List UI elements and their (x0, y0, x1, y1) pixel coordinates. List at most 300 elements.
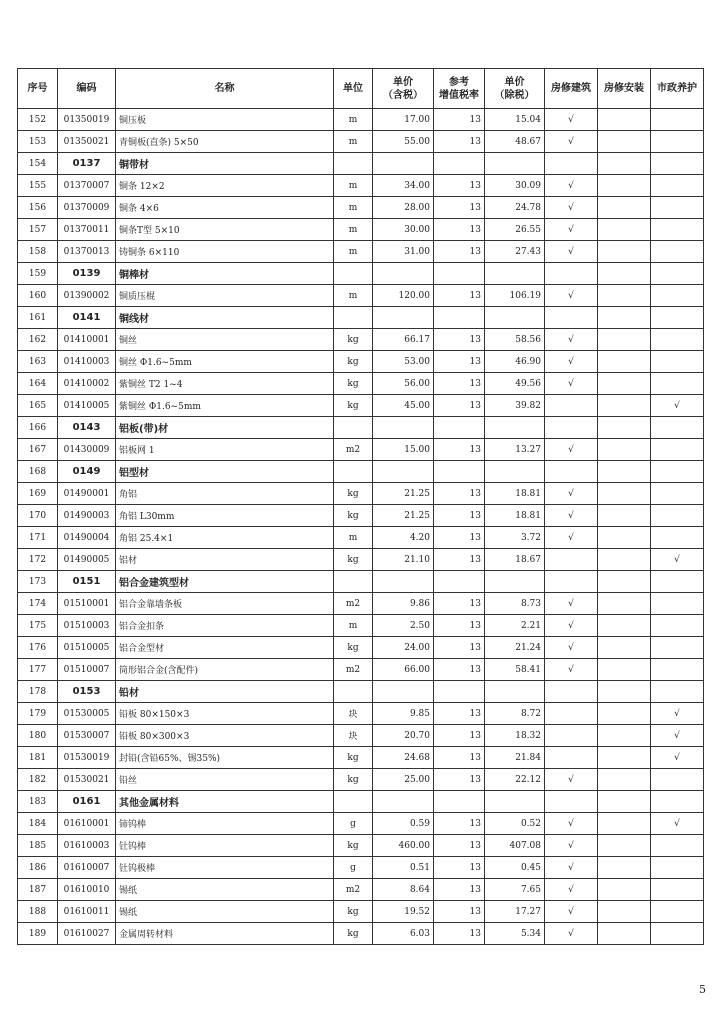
cell-housing-build-check: √ (545, 241, 598, 263)
cell-vat-rate: 13 (434, 835, 485, 857)
cell-unit: m (334, 527, 373, 549)
cell-price-tax (373, 307, 434, 329)
cell-seq: 162 (18, 329, 58, 351)
cell-unit: m (334, 109, 373, 131)
cell-code: 01510003 (58, 615, 116, 637)
cell-code: 0137 (58, 153, 116, 175)
cell-housing-install-check (598, 395, 651, 417)
cell-vat-rate: 13 (434, 901, 485, 923)
cell-name: 铝板网 1 (116, 439, 334, 461)
cell-housing-build-check: √ (545, 615, 598, 637)
cell-vat-rate: 13 (434, 527, 485, 549)
cell-vat-rate: 13 (434, 175, 485, 197)
cell-unit: m (334, 285, 373, 307)
category-row (18, 417, 704, 439)
cell-price-tax: 21.25 (373, 483, 434, 505)
cell-price-notax: 8.72 (485, 703, 545, 725)
cell-seq: 180 (18, 725, 58, 747)
table-row (18, 725, 704, 747)
cell-unit: m (334, 131, 373, 153)
cell-name: 其他金属材料 (116, 791, 334, 813)
cell-housing-install-check (598, 263, 651, 285)
cell-seq: 170 (18, 505, 58, 527)
cell-name: 铜带材 (116, 153, 334, 175)
cell-municipal-check: √ (651, 395, 704, 417)
header-price-notax-line2: （除税） (494, 89, 535, 101)
cell-housing-install-check (598, 571, 651, 593)
cell-price-tax (373, 791, 434, 813)
cell-price-notax (485, 571, 545, 593)
cell-seq: 164 (18, 373, 58, 395)
cell-housing-install-check (598, 373, 651, 395)
cell-code: 01610011 (58, 901, 116, 923)
cell-code: 01390002 (58, 285, 116, 307)
cell-seq: 173 (18, 571, 58, 593)
cell-unit (334, 153, 373, 175)
cell-name: 铝合金型材 (116, 637, 334, 659)
cell-municipal-check (651, 285, 704, 307)
cell-municipal-check: √ (651, 703, 704, 725)
cell-price-notax: 7.65 (485, 879, 545, 901)
cell-vat-rate (434, 461, 485, 483)
cell-municipal-check: √ (651, 747, 704, 769)
cell-vat-rate: 13 (434, 373, 485, 395)
cell-housing-install-check (598, 439, 651, 461)
cell-municipal-check (651, 835, 704, 857)
cell-name: 青铜板(直条) 5×50 (116, 131, 334, 153)
cell-name: 筒形铝合金(含配件) (116, 659, 334, 681)
cell-housing-install-check (598, 351, 651, 373)
cell-code: 0149 (58, 461, 116, 483)
cell-housing-install-check (598, 879, 651, 901)
cell-municipal-check (651, 461, 704, 483)
cell-price-tax: 55.00 (373, 131, 434, 153)
cell-name: 铝型材 (116, 461, 334, 483)
cell-housing-install-check (598, 901, 651, 923)
cell-code: 01410005 (58, 395, 116, 417)
cell-housing-build-check: √ (545, 175, 598, 197)
cell-price-tax: 4.20 (373, 527, 434, 549)
cell-housing-build-check (545, 747, 598, 769)
cell-seq: 154 (18, 153, 58, 175)
cell-municipal-check (651, 527, 704, 549)
cell-code: 01530007 (58, 725, 116, 747)
cell-price-notax: 21.84 (485, 747, 545, 769)
cell-housing-build-check (545, 549, 598, 571)
cell-name: 铝合金建筑型材 (116, 571, 334, 593)
cell-housing-install-check (598, 637, 651, 659)
cell-housing-build-check: √ (545, 109, 598, 131)
cell-price-notax (485, 791, 545, 813)
cell-vat-rate: 13 (434, 747, 485, 769)
cell-vat-rate: 13 (434, 879, 485, 901)
cell-vat-rate: 13 (434, 197, 485, 219)
cell-seq: 156 (18, 197, 58, 219)
cell-price-notax: 39.82 (485, 395, 545, 417)
cell-name: 铜丝 Φ1.6~5mm (116, 351, 334, 373)
cell-price-notax (485, 153, 545, 175)
table-row (18, 615, 704, 637)
cell-price-notax: 17.27 (485, 901, 545, 923)
cell-price-notax: 5.34 (485, 923, 545, 945)
cell-name: 钍钨极棒 (116, 857, 334, 879)
cell-municipal-check (651, 901, 704, 923)
cell-seq: 158 (18, 241, 58, 263)
cell-unit: kg (334, 637, 373, 659)
table-row (18, 483, 704, 505)
cell-price-notax: 58.56 (485, 329, 545, 351)
cell-housing-build-check: √ (545, 439, 598, 461)
cell-price-tax: 24.68 (373, 747, 434, 769)
cell-seq: 155 (18, 175, 58, 197)
cell-seq: 186 (18, 857, 58, 879)
table-row (18, 857, 704, 879)
cell-code: 01350021 (58, 131, 116, 153)
cell-housing-build-check (545, 153, 598, 175)
cell-code: 01530019 (58, 747, 116, 769)
cell-vat-rate: 13 (434, 637, 485, 659)
cell-housing-install-check (598, 307, 651, 329)
cell-housing-install-check (598, 527, 651, 549)
cell-unit: 块 (334, 703, 373, 725)
cell-code: 01490004 (58, 527, 116, 549)
cell-price-notax: 15.04 (485, 109, 545, 131)
cell-name: 铜压板 (116, 109, 334, 131)
cell-code: 01510001 (58, 593, 116, 615)
cell-code: 01410003 (58, 351, 116, 373)
table-row (18, 109, 704, 131)
cell-housing-build-check: √ (545, 483, 598, 505)
cell-municipal-check (651, 373, 704, 395)
cell-unit: m (334, 175, 373, 197)
cell-seq: 152 (18, 109, 58, 131)
cell-price-tax: 0.51 (373, 857, 434, 879)
cell-name: 铅材 (116, 681, 334, 703)
cell-price-notax: 106.19 (485, 285, 545, 307)
cell-name: 铜条 4×6 (116, 197, 334, 219)
cell-price-tax: 9.85 (373, 703, 434, 725)
cell-price-notax: 0.45 (485, 857, 545, 879)
cell-housing-install-check (598, 747, 651, 769)
cell-unit: kg (334, 395, 373, 417)
table-row (18, 285, 704, 307)
page-number: 5 (699, 983, 706, 996)
cell-housing-build-check: √ (545, 285, 598, 307)
cell-municipal-check: √ (651, 549, 704, 571)
table-row (18, 131, 704, 153)
cell-price-tax: 2.50 (373, 615, 434, 637)
cell-housing-build-check (545, 725, 598, 747)
cell-name: 铜丝 (116, 329, 334, 351)
cell-price-tax: 21.25 (373, 505, 434, 527)
cell-municipal-check (651, 923, 704, 945)
cell-municipal-check (651, 329, 704, 351)
cell-unit: m (334, 219, 373, 241)
cell-housing-build-check: √ (545, 659, 598, 681)
cell-name: 铜条 12×2 (116, 175, 334, 197)
cell-housing-install-check (598, 681, 651, 703)
cell-price-tax: 15.00 (373, 439, 434, 461)
cell-vat-rate: 13 (434, 549, 485, 571)
cell-seq: 184 (18, 813, 58, 835)
cell-code: 01610001 (58, 813, 116, 835)
cell-name: 铈钨棒 (116, 813, 334, 835)
header-vat-line2: 增值税率 (439, 89, 479, 101)
cell-name: 铝合金扣条 (116, 615, 334, 637)
cell-code: 01490003 (58, 505, 116, 527)
cell-housing-build-check: √ (545, 505, 598, 527)
cell-housing-build-check: √ (545, 835, 598, 857)
cell-unit: m2 (334, 659, 373, 681)
cell-vat-rate: 13 (434, 219, 485, 241)
cell-seq: 157 (18, 219, 58, 241)
cell-seq: 167 (18, 439, 58, 461)
header-price-tax (373, 69, 434, 109)
cell-code: 01610007 (58, 857, 116, 879)
cell-housing-build-check: √ (545, 813, 598, 835)
cell-price-notax: 18.81 (485, 505, 545, 527)
cell-seq: 168 (18, 461, 58, 483)
cell-price-tax: 66.17 (373, 329, 434, 351)
cell-code: 01370013 (58, 241, 116, 263)
cell-vat-rate: 13 (434, 351, 485, 373)
cell-vat-rate: 13 (434, 593, 485, 615)
cell-housing-build-check: √ (545, 593, 598, 615)
cell-housing-install-check (598, 813, 651, 835)
cell-housing-build-check (545, 703, 598, 725)
cell-housing-install-check (598, 593, 651, 615)
cell-vat-rate: 13 (434, 813, 485, 835)
cell-unit (334, 571, 373, 593)
table-row (18, 219, 704, 241)
cell-housing-install-check (598, 285, 651, 307)
cell-municipal-check (651, 351, 704, 373)
cell-price-notax: 26.55 (485, 219, 545, 241)
cell-seq: 169 (18, 483, 58, 505)
cell-municipal-check (651, 483, 704, 505)
cell-municipal-check (651, 241, 704, 263)
cell-price-tax: 120.00 (373, 285, 434, 307)
cell-unit: g (334, 857, 373, 879)
cell-seq: 176 (18, 637, 58, 659)
cell-seq: 153 (18, 131, 58, 153)
cell-price-tax: 21.10 (373, 549, 434, 571)
cell-code: 0161 (58, 791, 116, 813)
cell-price-tax: 28.00 (373, 197, 434, 219)
cell-code: 01610010 (58, 879, 116, 901)
cell-housing-install-check (598, 483, 651, 505)
cell-name: 铝合金靠墙条板 (116, 593, 334, 615)
table-row (18, 527, 704, 549)
cell-price-notax: 46.90 (485, 351, 545, 373)
cell-municipal-check (651, 417, 704, 439)
cell-unit: kg (334, 351, 373, 373)
cell-housing-install-check (598, 791, 651, 813)
cell-municipal-check (651, 615, 704, 637)
cell-code: 01530005 (58, 703, 116, 725)
cell-vat-rate (434, 263, 485, 285)
cell-housing-build-check (545, 395, 598, 417)
cell-seq: 175 (18, 615, 58, 637)
cell-price-notax: 27.43 (485, 241, 545, 263)
cell-price-notax: 18.32 (485, 725, 545, 747)
cell-seq: 166 (18, 417, 58, 439)
cell-name: 钍钨棒 (116, 835, 334, 857)
cell-code: 01370007 (58, 175, 116, 197)
cell-seq: 185 (18, 835, 58, 857)
cell-housing-build-check (545, 417, 598, 439)
table-row (18, 197, 704, 219)
cell-unit (334, 307, 373, 329)
cell-housing-install-check (598, 461, 651, 483)
cell-vat-rate: 13 (434, 241, 485, 263)
cell-price-tax: 6.03 (373, 923, 434, 945)
header-code: 编码 (58, 69, 116, 109)
cell-municipal-check (651, 769, 704, 791)
header-vat (434, 69, 485, 109)
category-row (18, 153, 704, 175)
cell-name: 封铅(含铅65%、锡35%) (116, 747, 334, 769)
cell-name: 铅丝 (116, 769, 334, 791)
cell-vat-rate (434, 307, 485, 329)
cell-seq: 181 (18, 747, 58, 769)
cell-price-tax: 24.00 (373, 637, 434, 659)
cell-housing-install-check (598, 615, 651, 637)
cell-housing-build-check (545, 263, 598, 285)
cell-housing-build-check: √ (545, 219, 598, 241)
table-row (18, 747, 704, 769)
cell-code: 0151 (58, 571, 116, 593)
header-price-tax-line2: （含税） (383, 89, 423, 101)
cell-seq: 163 (18, 351, 58, 373)
cell-municipal-check (651, 175, 704, 197)
cell-unit: kg (334, 373, 373, 395)
cell-municipal-check (651, 439, 704, 461)
cell-vat-rate: 13 (434, 857, 485, 879)
cell-price-tax (373, 571, 434, 593)
table-row (18, 659, 704, 681)
cell-municipal-check (651, 879, 704, 901)
cell-unit: kg (334, 923, 373, 945)
cell-housing-build-check: √ (545, 197, 598, 219)
cell-name: 铜质压棍 (116, 285, 334, 307)
cell-name: 铅板 80×300×3 (116, 725, 334, 747)
cell-name: 铜棒材 (116, 263, 334, 285)
cell-price-notax: 0.52 (485, 813, 545, 835)
cell-code: 01430009 (58, 439, 116, 461)
header-housing-install: 房修安装 (598, 69, 651, 109)
cell-housing-build-check: √ (545, 329, 598, 351)
table-row (18, 329, 704, 351)
header-municipal: 市政养护 (651, 69, 704, 109)
cell-unit: g (334, 813, 373, 835)
table-row (18, 549, 704, 571)
header-vat-line1: 参考 (449, 76, 469, 88)
cell-name: 铜线材 (116, 307, 334, 329)
cell-municipal-check (651, 109, 704, 131)
cell-unit: kg (334, 549, 373, 571)
cell-code: 01610027 (58, 923, 116, 945)
cell-unit: m2 (334, 593, 373, 615)
cell-price-notax: 24.78 (485, 197, 545, 219)
cell-price-tax: 53.00 (373, 351, 434, 373)
cell-vat-rate: 13 (434, 329, 485, 351)
cell-code: 01350019 (58, 109, 116, 131)
category-row (18, 791, 704, 813)
cell-name: 铸铜条 6×110 (116, 241, 334, 263)
cell-price-notax: 30.09 (485, 175, 545, 197)
cell-housing-build-check (545, 571, 598, 593)
category-row (18, 263, 704, 285)
cell-housing-install-check (598, 417, 651, 439)
table-row (18, 175, 704, 197)
cell-seq: 182 (18, 769, 58, 791)
cell-housing-install-check (598, 659, 651, 681)
cell-price-notax: 18.81 (485, 483, 545, 505)
cell-price-tax: 56.00 (373, 373, 434, 395)
cell-unit (334, 263, 373, 285)
cell-housing-install-check (598, 505, 651, 527)
cell-seq: 165 (18, 395, 58, 417)
table-body (18, 109, 704, 945)
cell-housing-install-check (598, 109, 651, 131)
cell-price-tax (373, 417, 434, 439)
table-row (18, 703, 704, 725)
cell-housing-build-check (545, 681, 598, 703)
cell-housing-install-check (598, 153, 651, 175)
cell-price-tax: 25.00 (373, 769, 434, 791)
cell-name: 角铝 25.4×1 (116, 527, 334, 549)
header-price-notax-line1: 单价 (504, 76, 525, 88)
cell-price-tax: 9.86 (373, 593, 434, 615)
cell-price-tax: 30.00 (373, 219, 434, 241)
cell-unit: m (334, 197, 373, 219)
cell-vat-rate (434, 791, 485, 813)
cell-code: 01370011 (58, 219, 116, 241)
cell-housing-build-check (545, 791, 598, 813)
cell-unit: kg (334, 483, 373, 505)
cell-vat-rate: 13 (434, 505, 485, 527)
cell-municipal-check (651, 263, 704, 285)
cell-vat-rate (434, 681, 485, 703)
cell-price-notax (485, 461, 545, 483)
cell-price-notax: 58.41 (485, 659, 545, 681)
cell-vat-rate (434, 417, 485, 439)
cell-price-tax (373, 681, 434, 703)
cell-price-tax: 20.70 (373, 725, 434, 747)
table-row (18, 351, 704, 373)
table-row (18, 439, 704, 461)
cell-code: 0143 (58, 417, 116, 439)
cell-seq: 160 (18, 285, 58, 307)
cell-price-notax (485, 417, 545, 439)
cell-housing-build-check: √ (545, 131, 598, 153)
cell-unit: m2 (334, 439, 373, 461)
cell-name: 锡纸 (116, 879, 334, 901)
cell-name: 铝材 (116, 549, 334, 571)
cell-municipal-check (651, 681, 704, 703)
cell-vat-rate: 13 (434, 725, 485, 747)
cell-housing-install-check (598, 549, 651, 571)
cell-name: 角铝 (116, 483, 334, 505)
cell-seq: 161 (18, 307, 58, 329)
cell-price-tax: 45.00 (373, 395, 434, 417)
header-unit: 单位 (334, 69, 373, 109)
cell-name: 紫铜丝 Φ1.6~5mm (116, 395, 334, 417)
category-row (18, 681, 704, 703)
cell-housing-install-check (598, 241, 651, 263)
cell-vat-rate: 13 (434, 395, 485, 417)
